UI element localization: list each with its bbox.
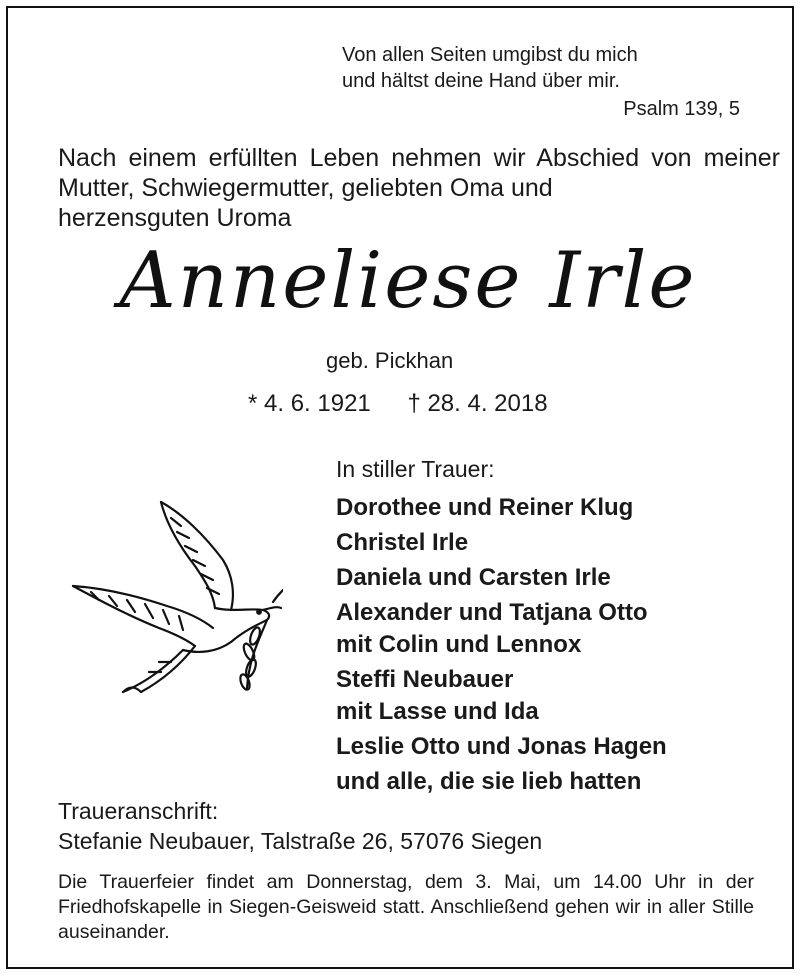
mourner-entry: Alexander und Tatjana Otto — [336, 599, 648, 626]
mourners-list — [336, 492, 667, 798]
psalm-line-2: und hältst deine Hand über mir. — [342, 70, 620, 92]
service-info: Die Trauerfeier findet am Donnerstag, dem 3. Mai, um 14.00 Uhr in der Friedhofskapelle in Siegen-Geisweid statt. Anschließend gehen wir in aller Stille auseinander. — [58, 871, 754, 943]
mourner-entry: mit Colin und Lennox — [336, 631, 582, 658]
address-label: Traueranschrift: — [58, 798, 219, 824]
mourning-heading: In stiller Trauer: — [336, 456, 495, 482]
psalm-verse — [342, 42, 638, 94]
obituary-notice — [6, 6, 794, 969]
born-name: geb. Pickhan — [326, 348, 454, 373]
deceased-name: Anneliese Irle — [119, 236, 697, 326]
death-date: † 28. 4. 2018 — [407, 390, 548, 417]
mourner-entry: Dorothee und Reiner Klug — [336, 494, 634, 521]
psalm-reference: Psalm 139, 5 — [623, 98, 740, 120]
psalm-line-1: Von allen Seiten umgibst du mich — [342, 44, 638, 66]
intro-justified: Nach einem erfüllten Leben nehmen wir Abschied von meiner Mutter, Schwiegermutter, geliebten Oma und — [58, 144, 780, 202]
dove-with-olive-branch-icon — [63, 496, 283, 696]
mourner-entry: Daniela und Carsten Irle — [336, 564, 611, 591]
life-dates — [248, 390, 578, 418]
intro-text — [58, 143, 780, 203]
mourner-entry: Leslie Otto und Jonas Hagen — [336, 733, 667, 760]
mourner-entry: Steffi Neubauer — [336, 666, 514, 693]
birth-date: * 4. 6. 1921 — [248, 390, 371, 417]
address-value: Stefanie Neubauer, Talstraße 26, 57076 Siegen — [58, 828, 543, 854]
mourner-entry: mit Lasse und Ida — [336, 698, 539, 725]
mourner-entry: und alle, die sie lieb hatten — [336, 768, 642, 795]
mourner-entry: Christel Irle — [336, 529, 469, 556]
intro-last-line: herzensguten Uroma — [58, 204, 292, 232]
